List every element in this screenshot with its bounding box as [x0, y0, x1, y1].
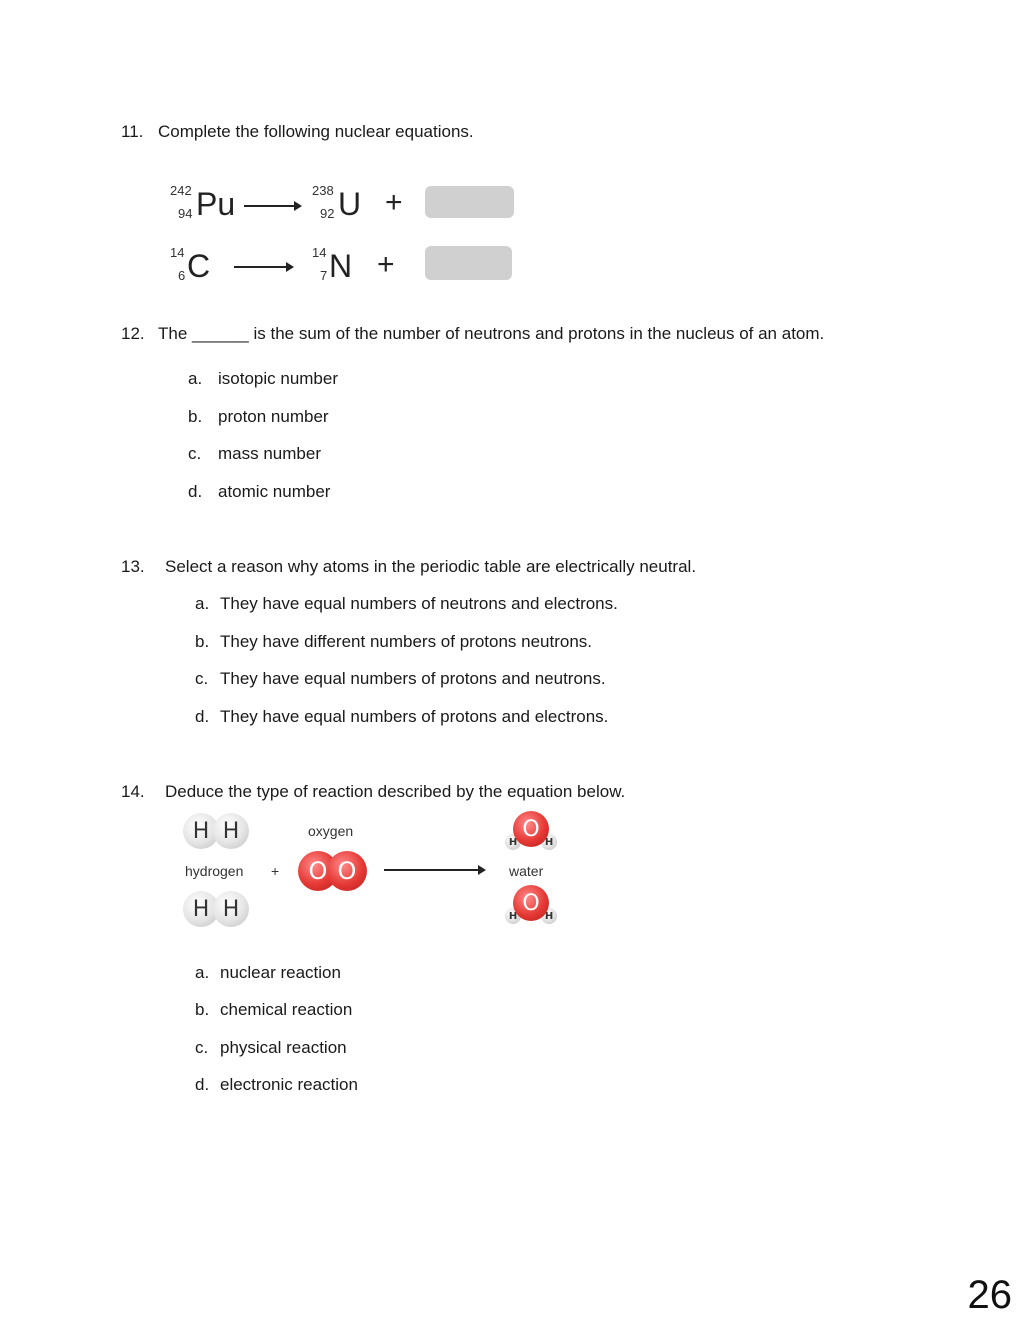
q12-option-c[interactable]: [188, 444, 321, 464]
reaction-arrow: [384, 869, 484, 871]
eq2-arrow: [234, 266, 292, 268]
eq2-plus: +: [377, 248, 395, 281]
q13-option-b[interactable]: [195, 632, 592, 652]
eq1-reactant-mass: 242: [170, 183, 192, 198]
option-letter: a.: [195, 594, 210, 613]
hydrogen-atom: H: [541, 908, 557, 924]
q11-text: Complete the following nuclear equations.: [158, 122, 474, 141]
option-text: isotopic number: [218, 369, 339, 388]
hydrogen-label: hydrogen: [185, 863, 244, 879]
q14-number: 14.: [121, 782, 145, 801]
eq1-product: [312, 184, 372, 228]
eq2-reactant: [170, 246, 220, 290]
option-letter: b.: [195, 1000, 210, 1019]
q13-text: Select a reason why atoms in the periodic table are electrically neutral.: [165, 557, 697, 576]
option-text: proton number: [218, 407, 329, 426]
eq2-product: [312, 246, 362, 290]
option-text: nuclear reaction: [220, 963, 341, 982]
diagram-plus: +: [271, 863, 280, 879]
q12-option-a[interactable]: [188, 369, 338, 389]
hydrogen-atom: H: [183, 891, 219, 927]
eq2-product-symbol: N: [329, 248, 353, 284]
water-label: water: [509, 863, 544, 879]
oxygen-atom: O: [327, 851, 367, 891]
eq1-reactant: [170, 184, 240, 228]
oxygen-label: oxygen: [308, 823, 354, 839]
q12-text: The ______ is the sum of the number of neutrons and protons in the nucleus of an atom.: [158, 324, 825, 343]
hydrogen-atom: H: [183, 813, 219, 849]
eq1-product-mass: 238: [312, 183, 334, 198]
q13-option-d[interactable]: [195, 707, 608, 727]
oxygen-atom: O: [513, 885, 549, 921]
q12-number: 12.: [121, 324, 145, 343]
hydrogen-atom: H: [505, 834, 521, 850]
option-text: chemical reaction: [220, 1000, 353, 1019]
option-letter: c.: [195, 669, 209, 688]
hydrogen-atom: H: [213, 813, 249, 849]
eq1-answer-box[interactable]: [425, 186, 514, 218]
option-letter: b.: [195, 632, 210, 651]
option-letter: d.: [188, 482, 203, 501]
eq2-reactant-symbol: C: [187, 248, 211, 284]
oxygen-atom: O: [513, 811, 549, 847]
eq1-reactant-symbol: Pu: [196, 186, 236, 222]
q14-option-d[interactable]: [195, 1075, 358, 1095]
eq1-plus: +: [385, 186, 403, 219]
hydrogen-atom: H: [213, 891, 249, 927]
option-text: They have different numbers of protons neutrons.: [220, 632, 593, 651]
q13-option-a[interactable]: [195, 594, 618, 614]
eq2-reactant-mass: 14: [170, 245, 185, 260]
q14-option-b[interactable]: [195, 1000, 352, 1020]
eq2-answer-box[interactable]: [425, 246, 512, 280]
option-letter: a.: [188, 369, 203, 388]
option-letter: c.: [195, 1038, 209, 1057]
option-letter: c.: [188, 444, 202, 463]
option-text: They have equal numbers of protons and neutrons.: [220, 669, 606, 688]
option-text: mass number: [218, 444, 321, 463]
option-letter: a.: [195, 963, 210, 982]
eq2-product-atomic: 7: [320, 268, 328, 283]
q11-number: 11.: [121, 122, 144, 141]
option-letter: b.: [188, 407, 203, 426]
oxygen-atom: O: [298, 851, 338, 891]
q13-option-c[interactable]: [195, 669, 606, 689]
option-letter: d.: [195, 1075, 210, 1094]
page-number: 26: [967, 1273, 1012, 1317]
eq2-product-mass: 14: [312, 245, 327, 260]
option-letter: d.: [195, 707, 210, 726]
q13-number: 13.: [121, 557, 145, 576]
eq2-reactant-atomic: 6: [178, 268, 186, 283]
eq1-reactant-atomic: 94: [178, 206, 193, 221]
option-text: They have equal numbers of neutrons and electrons.: [220, 594, 618, 613]
eq1-arrow: [244, 205, 300, 207]
eq1-product-atomic: 92: [320, 206, 335, 221]
option-text: electronic reaction: [220, 1075, 358, 1094]
option-text: atomic number: [218, 482, 331, 501]
q14-text: Deduce the type of reaction described by the equation below.: [165, 782, 626, 801]
option-text: They have equal numbers of protons and electrons.: [220, 707, 609, 726]
q14-option-a[interactable]: [195, 963, 341, 983]
hydrogen-atom: H: [541, 834, 557, 850]
hydrogen-atom: H: [505, 908, 521, 924]
q14-option-c[interactable]: [195, 1038, 347, 1058]
q12-option-b[interactable]: [188, 407, 329, 427]
option-text: physical reaction: [220, 1038, 347, 1057]
eq1-product-symbol: U: [338, 186, 362, 222]
q12-option-d[interactable]: [188, 482, 330, 502]
